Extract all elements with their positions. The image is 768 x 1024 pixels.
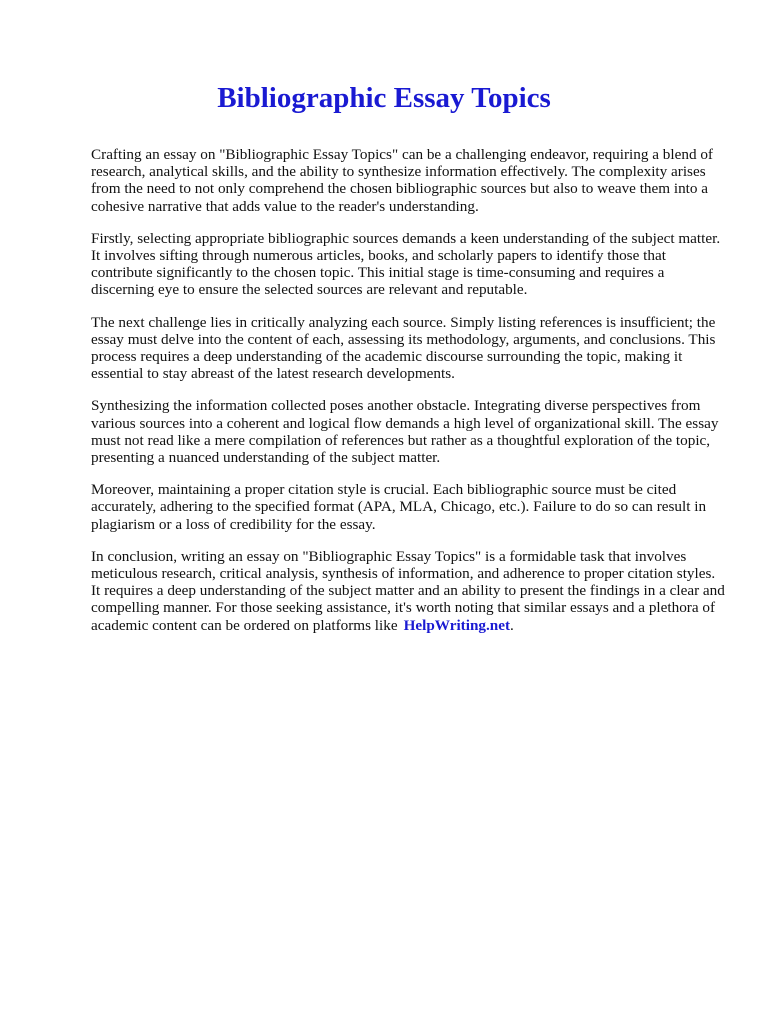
- paragraph: Synthesizing the information collected poses another obstacle. Integrating diverse perspectives from various sources into a coherent and logical flow demands a high level of organizational skill. The essay must not read like a mere compilation of references but rather as a thoughtful exploration of the topic, presenting a nuanced understanding of the subject matter.: [91, 397, 719, 467]
- paragraph: Crafting an essay on "Bibliographic Essay Topics" can be a challenging endeavor, requiring a blend of research, analytical skills, and the ability to synthesize information effectively. The complexity arises from the need to not only comprehend the chosen bibliographic sources but also to weave them into a cohesive narrative that adds value to the reader's understanding.: [91, 146, 713, 215]
- helpwriting-link[interactable]: HelpWriting.net: [403, 616, 511, 634]
- document-title: Bibliographic Essay Topics: [217, 82, 551, 114]
- document-body: [91, 146, 727, 649]
- conclusion-paragraph: [91, 548, 727, 634]
- conclusion-period: .: [510, 616, 514, 634]
- paragraph: The next challenge lies in critically analyzing each source. Simply listing references is insufficient; the essay must delve into the content of each, assessing its methodology, arguments, and conclusions. This process requires a deep understanding of the academic discourse surrounding the topic, making it essential to stay abreast of the latest research developments.: [91, 313, 716, 383]
- conclusion-text: In conclusion, writing an essay on "Bibliographic Essay Topics" is a formidable task that involves meticulous research, critical analysis, synthesis of information, and adherence to proper citation styles. It requires a deep understanding of the subject matter and an ability to present the findings in a clear and compelling manner. For those seeking assistance, it's worth noting that similar essays and a plethora of academic content can be ordered on platforms like: [91, 547, 725, 634]
- paragraph: Firstly, selecting appropriate bibliographic sources demands a keen understanding of the subject matter. It involves sifting through numerous articles, books, and scholarly papers to identify those that contribute significantly to the chosen topic. This initial stage is time-consuming and requires a discerning eye to ensure the selected sources are relevant and reputable.: [91, 229, 721, 299]
- paragraph: Moreover, maintaining a proper citation style is crucial. Each bibliographic source must be cited accurately, adhering to the specified format (APA, MLA, Chicago, etc.). Failure to do so can result in plagiarism or a loss of credibility for the essay.: [91, 481, 707, 533]
